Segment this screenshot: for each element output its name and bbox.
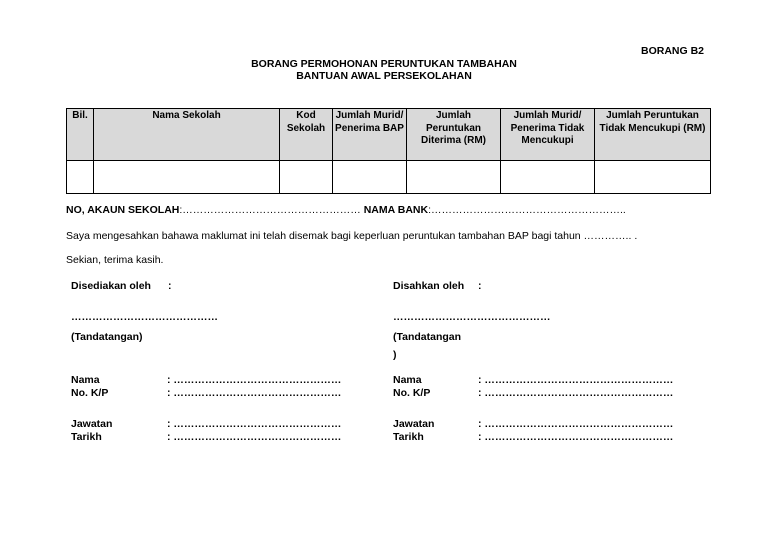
col-header-allocation-received: Jumlah Peruntukan Diterima (RM): [407, 109, 501, 161]
form-code: BORANG B2: [640, 45, 704, 57]
approved-by-colon: :: [478, 280, 482, 292]
approved-signature-label: (Tandatangan: [393, 331, 462, 343]
prepared-signature-line[interactable]: ……………………………………: [71, 311, 218, 323]
prepared-ic-field[interactable]: : …………………………………………: [167, 387, 342, 399]
table-header-row: [67, 109, 711, 161]
approved-position-label: Jawatan: [393, 418, 435, 430]
account-line: [66, 204, 626, 216]
prepared-by-colon: :: [168, 280, 172, 292]
prepared-position-field[interactable]: : …………………………………………: [167, 418, 342, 430]
col-header-insufficient-students: Jumlah Murid/ Penerima Tidak Mencukupi: [501, 109, 595, 161]
approved-name-label: Nama: [393, 374, 422, 386]
table-cell[interactable]: [94, 161, 280, 194]
prepared-name-field[interactable]: : …………………………………………: [167, 374, 342, 386]
application-table: [66, 108, 711, 194]
approved-date-field[interactable]: : ………………………………………………: [478, 431, 674, 443]
prepared-by-label: Disediakan oleh: [71, 280, 151, 292]
bank-dots[interactable]: :………………………………………………..: [428, 204, 626, 216]
prepared-date-label: Tarikh: [71, 431, 102, 443]
col-header-school-name: Nama Sekolah: [94, 109, 280, 161]
col-header-school-code: Kod Sekolah: [280, 109, 333, 161]
closing-text: Sekian, terima kasih.: [66, 254, 164, 266]
table-cell[interactable]: [67, 161, 94, 194]
prepared-signature-label: (Tandatangan): [71, 331, 143, 343]
table-cell[interactable]: [595, 161, 711, 194]
approved-by-label: Disahkan oleh: [393, 280, 465, 292]
col-header-bil: Bil.: [67, 109, 94, 161]
prepared-date-field[interactable]: : …………………………………………: [167, 431, 342, 443]
table-row: [67, 161, 711, 194]
col-header-insufficient-allocation: Jumlah Peruntukan Tidak Mencukupi (RM): [595, 109, 711, 161]
approved-date-label: Tarikh: [393, 431, 424, 443]
approved-signature-line[interactable]: ………………………………………: [393, 311, 551, 323]
table-cell[interactable]: [280, 161, 333, 194]
account-dots[interactable]: :……………………………………………: [179, 204, 361, 216]
col-header-student-count: Jumlah Murid/ Penerima BAP: [333, 109, 407, 161]
prepared-position-label: Jawatan: [71, 418, 113, 430]
form-title-line1: BORANG PERMOHONAN PERUNTUKAN TAMBAHAN: [251, 58, 517, 70]
approved-name-field[interactable]: : ………………………………………………: [478, 374, 674, 386]
approved-ic-label: No. K/P: [393, 387, 431, 399]
approved-signature-label-end: ): [393, 349, 397, 361]
table-cell[interactable]: [501, 161, 595, 194]
account-label: NO, AKAUN SEKOLAH: [66, 204, 180, 216]
table-cell[interactable]: [333, 161, 407, 194]
form-title-line2: BANTUAN AWAL PERSEKOLAHAN: [296, 70, 472, 82]
approved-ic-field[interactable]: : ………………………………………………: [478, 387, 674, 399]
prepared-name-label: Nama: [71, 374, 100, 386]
prepared-ic-label: No. K/P: [71, 387, 109, 399]
table-cell[interactable]: [407, 161, 501, 194]
bank-label: NAMA BANK: [363, 204, 429, 216]
approved-position-field[interactable]: : ………………………………………………: [478, 418, 674, 430]
declaration-text: Saya mengesahkan bahawa maklumat ini telah disemak bagi keperluan peruntukan tambahan BAP bagi tahun ………….. .: [66, 230, 638, 242]
